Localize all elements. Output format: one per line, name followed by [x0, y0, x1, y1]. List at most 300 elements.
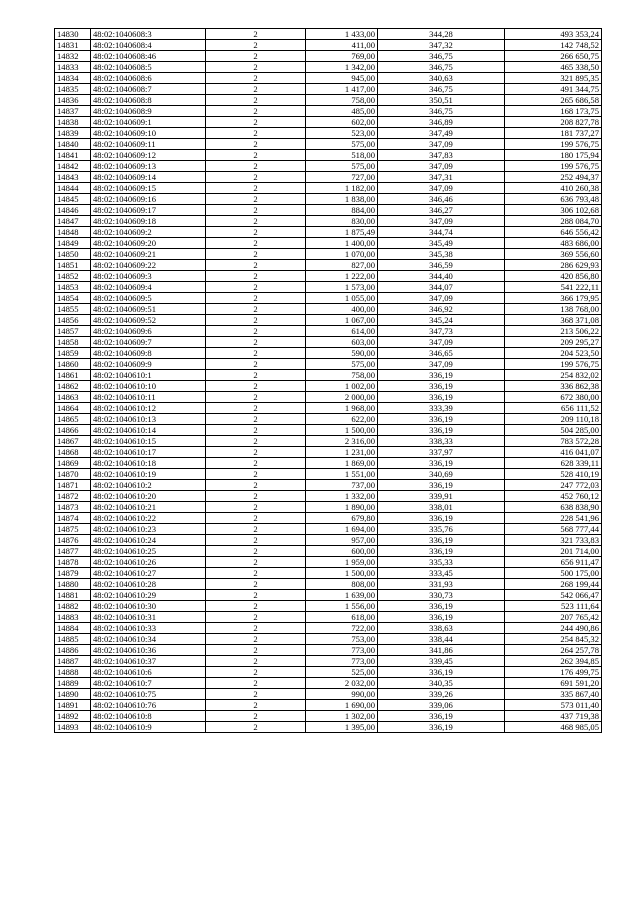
table-row [55, 601, 602, 612]
table-row [55, 249, 602, 260]
cadastral-number-cell: 48:02:1040609:20 [91, 238, 206, 249]
table-row [55, 260, 602, 271]
specific-value-cell: 347,09 [378, 183, 505, 194]
cadastral-value-cell: 176 499,75 [505, 667, 602, 678]
area-cell: 773,00 [306, 645, 378, 656]
row-number-cell: 14850 [55, 249, 91, 260]
cadastral-value-cell: 213 506,22 [505, 326, 602, 337]
category-code-cell: 2 [206, 216, 306, 227]
cadastral-value-cell: 168 173,75 [505, 106, 602, 117]
area-cell: 884,00 [306, 205, 378, 216]
cadastral-number-cell: 48:02:1040609:6 [91, 326, 206, 337]
row-number-cell: 14863 [55, 392, 91, 403]
cadastral-number-cell: 48:02:1040609:11 [91, 139, 206, 150]
cadastral-number-cell: 48:02:1040609:9 [91, 359, 206, 370]
row-number-cell: 14871 [55, 480, 91, 491]
cadastral-value-cell: 691 591,20 [505, 678, 602, 689]
specific-value-cell: 338,44 [378, 634, 505, 645]
row-number-cell: 14892 [55, 711, 91, 722]
category-code-cell: 2 [206, 84, 306, 95]
row-number-cell: 14890 [55, 689, 91, 700]
row-number-cell: 14865 [55, 414, 91, 425]
area-cell: 1 002,00 [306, 381, 378, 392]
row-number-cell: 14846 [55, 205, 91, 216]
category-code-cell: 2 [206, 700, 306, 711]
row-number-cell: 14856 [55, 315, 91, 326]
specific-value-cell: 331,93 [378, 579, 505, 590]
category-code-cell: 2 [206, 359, 306, 370]
specific-value-cell: 336,19 [378, 370, 505, 381]
category-code-cell: 2 [206, 381, 306, 392]
specific-value-cell: 346,92 [378, 304, 505, 315]
cadastral-number-cell: 48:02:1040610:26 [91, 557, 206, 568]
area-cell: 1 055,00 [306, 293, 378, 304]
specific-value-cell: 347,49 [378, 128, 505, 139]
cadastral-value-cell: 636 793,48 [505, 194, 602, 205]
row-number-cell: 14839 [55, 128, 91, 139]
row-number-cell: 14834 [55, 73, 91, 84]
specific-value-cell: 347,09 [378, 139, 505, 150]
cadastral-value-cell: 528 410,19 [505, 469, 602, 480]
area-cell: 2 316,00 [306, 436, 378, 447]
table-row [55, 414, 602, 425]
cadastral-number-cell: 48:02:1040609:4 [91, 282, 206, 293]
row-number-cell: 14883 [55, 612, 91, 623]
cadastral-number-cell: 48:02:1040609:21 [91, 249, 206, 260]
table-row [55, 216, 602, 227]
specific-value-cell: 346,89 [378, 117, 505, 128]
specific-value-cell: 336,19 [378, 667, 505, 678]
cadastral-number-cell: 48:02:1040610:34 [91, 634, 206, 645]
category-code-cell: 2 [206, 634, 306, 645]
table-row [55, 304, 602, 315]
area-cell: 773,00 [306, 656, 378, 667]
cadastral-value-cell: 321 733,83 [505, 535, 602, 546]
specific-value-cell: 333,45 [378, 568, 505, 579]
row-number-cell: 14882 [55, 601, 91, 612]
table-row [55, 238, 602, 249]
table-row [55, 513, 602, 524]
cadastral-value-cell: 656 111,52 [505, 403, 602, 414]
category-code-cell: 2 [206, 73, 306, 84]
specific-value-cell: 333,39 [378, 403, 505, 414]
specific-value-cell: 350,51 [378, 95, 505, 106]
cadastral-number-cell: 48:02:1040610:29 [91, 590, 206, 601]
category-code-cell: 2 [206, 271, 306, 282]
table-row [55, 150, 602, 161]
category-code-cell: 2 [206, 194, 306, 205]
table-row [55, 326, 602, 337]
row-number-cell: 14888 [55, 667, 91, 678]
table-row [55, 678, 602, 689]
cadastral-number-cell: 48:02:1040609:22 [91, 260, 206, 271]
cadastral-number-cell: 48:02:1040610:14 [91, 425, 206, 436]
row-number-cell: 14833 [55, 62, 91, 73]
table-row [55, 711, 602, 722]
row-number-cell: 14841 [55, 150, 91, 161]
cadastral-value-cell: 142 748,52 [505, 40, 602, 51]
cadastral-value-cell: 208 827,78 [505, 117, 602, 128]
cadastral-value-cell: 201 714,00 [505, 546, 602, 557]
area-cell: 603,00 [306, 337, 378, 348]
cadastral-value-cell: 265 686,58 [505, 95, 602, 106]
specific-value-cell: 336,19 [378, 381, 505, 392]
table-row [55, 106, 602, 117]
area-cell: 737,00 [306, 480, 378, 491]
area-cell: 1 968,00 [306, 403, 378, 414]
area-cell: 1 869,00 [306, 458, 378, 469]
cadastral-value-cell: 410 260,38 [505, 183, 602, 194]
row-number-cell: 14861 [55, 370, 91, 381]
table-row [55, 535, 602, 546]
table-row [55, 656, 602, 667]
cadastral-number-cell: 48:02:1040610:12 [91, 403, 206, 414]
specific-value-cell: 345,38 [378, 249, 505, 260]
table-row [55, 183, 602, 194]
category-code-cell: 2 [206, 447, 306, 458]
cadastral-number-cell: 48:02:1040609:1 [91, 117, 206, 128]
area-cell: 1 694,00 [306, 524, 378, 535]
cadastral-value-cell: 199 576,75 [505, 359, 602, 370]
table-row [55, 502, 602, 513]
specific-value-cell: 336,19 [378, 722, 505, 733]
specific-value-cell: 336,19 [378, 601, 505, 612]
cadastral-value-cell: 254 832,02 [505, 370, 602, 381]
area-cell: 485,00 [306, 106, 378, 117]
cadastral-value-table [54, 28, 602, 733]
category-code-cell: 2 [206, 249, 306, 260]
category-code-cell: 2 [206, 403, 306, 414]
category-code-cell: 2 [206, 304, 306, 315]
category-code-cell: 2 [206, 238, 306, 249]
cadastral-number-cell: 48:02:1040609:51 [91, 304, 206, 315]
cadastral-number-cell: 48:02:1040610:15 [91, 436, 206, 447]
specific-value-cell: 346,75 [378, 51, 505, 62]
category-code-cell: 2 [206, 656, 306, 667]
cadastral-value-cell: 204 523,50 [505, 348, 602, 359]
specific-value-cell: 347,09 [378, 359, 505, 370]
table-row [55, 84, 602, 95]
row-number-cell: 14875 [55, 524, 91, 535]
category-code-cell: 2 [206, 623, 306, 634]
category-code-cell: 2 [206, 480, 306, 491]
table-row [55, 29, 602, 40]
specific-value-cell: 336,19 [378, 546, 505, 557]
row-number-cell: 14851 [55, 260, 91, 271]
area-cell: 1 875,49 [306, 227, 378, 238]
cadastral-number-cell: 48:02:1040610:2 [91, 480, 206, 491]
category-code-cell: 2 [206, 106, 306, 117]
cadastral-value-cell: 628 339,11 [505, 458, 602, 469]
table-row [55, 612, 602, 623]
cadastral-number-cell: 48:02:1040610:76 [91, 700, 206, 711]
area-cell: 614,00 [306, 326, 378, 337]
area-cell: 1 182,00 [306, 183, 378, 194]
cadastral-value-cell: 288 084,70 [505, 216, 602, 227]
table-row [55, 315, 602, 326]
table-row [55, 51, 602, 62]
row-number-cell: 14879 [55, 568, 91, 579]
row-number-cell: 14874 [55, 513, 91, 524]
row-number-cell: 14867 [55, 436, 91, 447]
area-cell: 618,00 [306, 612, 378, 623]
table-row [55, 282, 602, 293]
specific-value-cell: 338,63 [378, 623, 505, 634]
table-row [55, 392, 602, 403]
row-number-cell: 14854 [55, 293, 91, 304]
cadastral-value-cell: 228 541,96 [505, 513, 602, 524]
table-row [55, 469, 602, 480]
table-row [55, 370, 602, 381]
cadastral-value-cell: 244 490,86 [505, 623, 602, 634]
row-number-cell: 14881 [55, 590, 91, 601]
cadastral-number-cell: 48:02:1040610:75 [91, 689, 206, 700]
table-row [55, 293, 602, 304]
row-number-cell: 14866 [55, 425, 91, 436]
row-number-cell: 14843 [55, 172, 91, 183]
specific-value-cell: 345,24 [378, 315, 505, 326]
category-code-cell: 2 [206, 458, 306, 469]
cadastral-value-cell: 568 777,44 [505, 524, 602, 535]
row-number-cell: 14886 [55, 645, 91, 656]
table-row [55, 95, 602, 106]
cadastral-number-cell: 48:02:1040608:5 [91, 62, 206, 73]
category-code-cell: 2 [206, 557, 306, 568]
cadastral-number-cell: 48:02:1040610:33 [91, 623, 206, 634]
table-row [55, 117, 602, 128]
category-code-cell: 2 [206, 568, 306, 579]
row-number-cell: 14848 [55, 227, 91, 238]
specific-value-cell: 336,19 [378, 414, 505, 425]
cadastral-value-cell: 209 295,27 [505, 337, 602, 348]
cadastral-value-cell: 180 175,94 [505, 150, 602, 161]
specific-value-cell: 346,46 [378, 194, 505, 205]
row-number-cell: 14885 [55, 634, 91, 645]
cadastral-value-cell: 656 911,47 [505, 557, 602, 568]
table-row [55, 337, 602, 348]
row-number-cell: 14872 [55, 491, 91, 502]
area-cell: 1 332,00 [306, 491, 378, 502]
area-cell: 727,00 [306, 172, 378, 183]
specific-value-cell: 336,19 [378, 458, 505, 469]
table-row [55, 623, 602, 634]
row-number-cell: 14859 [55, 348, 91, 359]
cadastral-value-cell: 416 041,07 [505, 447, 602, 458]
area-cell: 2 032,00 [306, 678, 378, 689]
category-code-cell: 2 [206, 524, 306, 535]
specific-value-cell: 347,31 [378, 172, 505, 183]
table-row [55, 689, 602, 700]
area-cell: 1 395,00 [306, 722, 378, 733]
row-number-cell: 14860 [55, 359, 91, 370]
category-code-cell: 2 [206, 183, 306, 194]
specific-value-cell: 341,86 [378, 645, 505, 656]
category-code-cell: 2 [206, 128, 306, 139]
category-code-cell: 2 [206, 227, 306, 238]
cadastral-number-cell: 48:02:1040609:7 [91, 337, 206, 348]
table-body [55, 29, 602, 733]
area-cell: 957,00 [306, 535, 378, 546]
cadastral-number-cell: 48:02:1040610:13 [91, 414, 206, 425]
cadastral-number-cell: 48:02:1040610:21 [91, 502, 206, 513]
area-cell: 2 000,00 [306, 392, 378, 403]
row-number-cell: 14853 [55, 282, 91, 293]
category-code-cell: 2 [206, 260, 306, 271]
specific-value-cell: 336,19 [378, 425, 505, 436]
cadastral-number-cell: 48:02:1040609:16 [91, 194, 206, 205]
table-row [55, 128, 602, 139]
table-row [55, 271, 602, 282]
area-cell: 1 556,00 [306, 601, 378, 612]
row-number-cell: 14877 [55, 546, 91, 557]
category-code-cell: 2 [206, 392, 306, 403]
cadastral-number-cell: 48:02:1040610:20 [91, 491, 206, 502]
row-number-cell: 14873 [55, 502, 91, 513]
specific-value-cell: 336,19 [378, 513, 505, 524]
cadastral-value-cell: 483 686,00 [505, 238, 602, 249]
table-row [55, 568, 602, 579]
table-row [55, 348, 602, 359]
cadastral-value-cell: 369 556,60 [505, 249, 602, 260]
category-code-cell: 2 [206, 491, 306, 502]
cadastral-value-cell: 420 856,80 [505, 271, 602, 282]
area-cell: 523,00 [306, 128, 378, 139]
table-row [55, 667, 602, 678]
table-row [55, 546, 602, 557]
row-number-cell: 14857 [55, 326, 91, 337]
cadastral-number-cell: 48:02:1040610:23 [91, 524, 206, 535]
specific-value-cell: 339,91 [378, 491, 505, 502]
specific-value-cell: 336,19 [378, 612, 505, 623]
area-cell: 1 890,00 [306, 502, 378, 513]
row-number-cell: 14844 [55, 183, 91, 194]
specific-value-cell: 339,26 [378, 689, 505, 700]
category-code-cell: 2 [206, 722, 306, 733]
cadastral-number-cell: 48:02:1040610:22 [91, 513, 206, 524]
cadastral-value-cell: 266 650,75 [505, 51, 602, 62]
area-cell: 400,00 [306, 304, 378, 315]
area-cell: 575,00 [306, 359, 378, 370]
cadastral-number-cell: 48:02:1040609:2 [91, 227, 206, 238]
cadastral-number-cell: 48:02:1040609:10 [91, 128, 206, 139]
table-row [55, 40, 602, 51]
specific-value-cell: 339,06 [378, 700, 505, 711]
table-row [55, 480, 602, 491]
specific-value-cell: 347,09 [378, 337, 505, 348]
cadastral-value-cell: 468 985,05 [505, 722, 602, 733]
table-row [55, 194, 602, 205]
table-row [55, 634, 602, 645]
row-number-cell: 14855 [55, 304, 91, 315]
cadastral-number-cell: 48:02:1040609:12 [91, 150, 206, 161]
cadastral-value-cell: 262 394,85 [505, 656, 602, 667]
row-number-cell: 14832 [55, 51, 91, 62]
area-cell: 758,00 [306, 95, 378, 106]
specific-value-cell: 336,19 [378, 535, 505, 546]
row-number-cell: 14889 [55, 678, 91, 689]
specific-value-cell: 335,33 [378, 557, 505, 568]
area-cell: 590,00 [306, 348, 378, 359]
area-cell: 1 231,00 [306, 447, 378, 458]
category-code-cell: 2 [206, 513, 306, 524]
cadastral-number-cell: 48:02:1040610:10 [91, 381, 206, 392]
table-row [55, 425, 602, 436]
cadastral-value-cell: 264 257,78 [505, 645, 602, 656]
cadastral-number-cell: 48:02:1040610:30 [91, 601, 206, 612]
specific-value-cell: 347,09 [378, 293, 505, 304]
specific-value-cell: 344,74 [378, 227, 505, 238]
cadastral-value-cell: 366 179,95 [505, 293, 602, 304]
area-cell: 1 400,00 [306, 238, 378, 249]
table-row [55, 359, 602, 370]
category-code-cell: 2 [206, 95, 306, 106]
area-cell: 1 500,00 [306, 425, 378, 436]
specific-value-cell: 336,19 [378, 711, 505, 722]
cadastral-number-cell: 48:02:1040608:9 [91, 106, 206, 117]
cadastral-number-cell: 48:02:1040610:18 [91, 458, 206, 469]
table-row [55, 645, 602, 656]
table-row [55, 139, 602, 150]
category-code-cell: 2 [206, 40, 306, 51]
cadastral-value-cell: 493 353,24 [505, 29, 602, 40]
category-code-cell: 2 [206, 29, 306, 40]
area-cell: 1 067,00 [306, 315, 378, 326]
category-code-cell: 2 [206, 62, 306, 73]
cadastral-number-cell: 48:02:1040608:7 [91, 84, 206, 95]
area-cell: 622,00 [306, 414, 378, 425]
table-row [55, 161, 602, 172]
row-number-cell: 14876 [55, 535, 91, 546]
cadastral-number-cell: 48:02:1040610:7 [91, 678, 206, 689]
specific-value-cell: 346,59 [378, 260, 505, 271]
cadastral-value-cell: 504 285,00 [505, 425, 602, 436]
row-number-cell: 14884 [55, 623, 91, 634]
area-cell: 945,00 [306, 73, 378, 84]
table-row [55, 436, 602, 447]
table-row [55, 524, 602, 535]
area-cell: 1 690,00 [306, 700, 378, 711]
area-cell: 753,00 [306, 634, 378, 645]
specific-value-cell: 346,27 [378, 205, 505, 216]
cadastral-number-cell: 48:02:1040609:13 [91, 161, 206, 172]
area-cell: 1 342,00 [306, 62, 378, 73]
cadastral-number-cell: 48:02:1040609:3 [91, 271, 206, 282]
specific-value-cell: 347,32 [378, 40, 505, 51]
cadastral-value-cell: 542 066,47 [505, 590, 602, 601]
cadastral-value-cell: 638 838,90 [505, 502, 602, 513]
table-row [55, 227, 602, 238]
table-row [55, 403, 602, 414]
row-number-cell: 14849 [55, 238, 91, 249]
area-cell: 518,00 [306, 150, 378, 161]
specific-value-cell: 344,07 [378, 282, 505, 293]
specific-value-cell: 347,73 [378, 326, 505, 337]
category-code-cell: 2 [206, 293, 306, 304]
category-code-cell: 2 [206, 667, 306, 678]
specific-value-cell: 346,75 [378, 106, 505, 117]
row-number-cell: 14893 [55, 722, 91, 733]
cadastral-value-cell: 181 737,27 [505, 128, 602, 139]
cadastral-number-cell: 48:02:1040608:3 [91, 29, 206, 40]
cadastral-value-cell: 247 772,03 [505, 480, 602, 491]
category-code-cell: 2 [206, 150, 306, 161]
area-cell: 1 070,00 [306, 249, 378, 260]
category-code-cell: 2 [206, 678, 306, 689]
specific-value-cell: 337,97 [378, 447, 505, 458]
category-code-cell: 2 [206, 546, 306, 557]
cadastral-number-cell: 48:02:1040608:6 [91, 73, 206, 84]
cadastral-value-cell: 199 576,75 [505, 161, 602, 172]
